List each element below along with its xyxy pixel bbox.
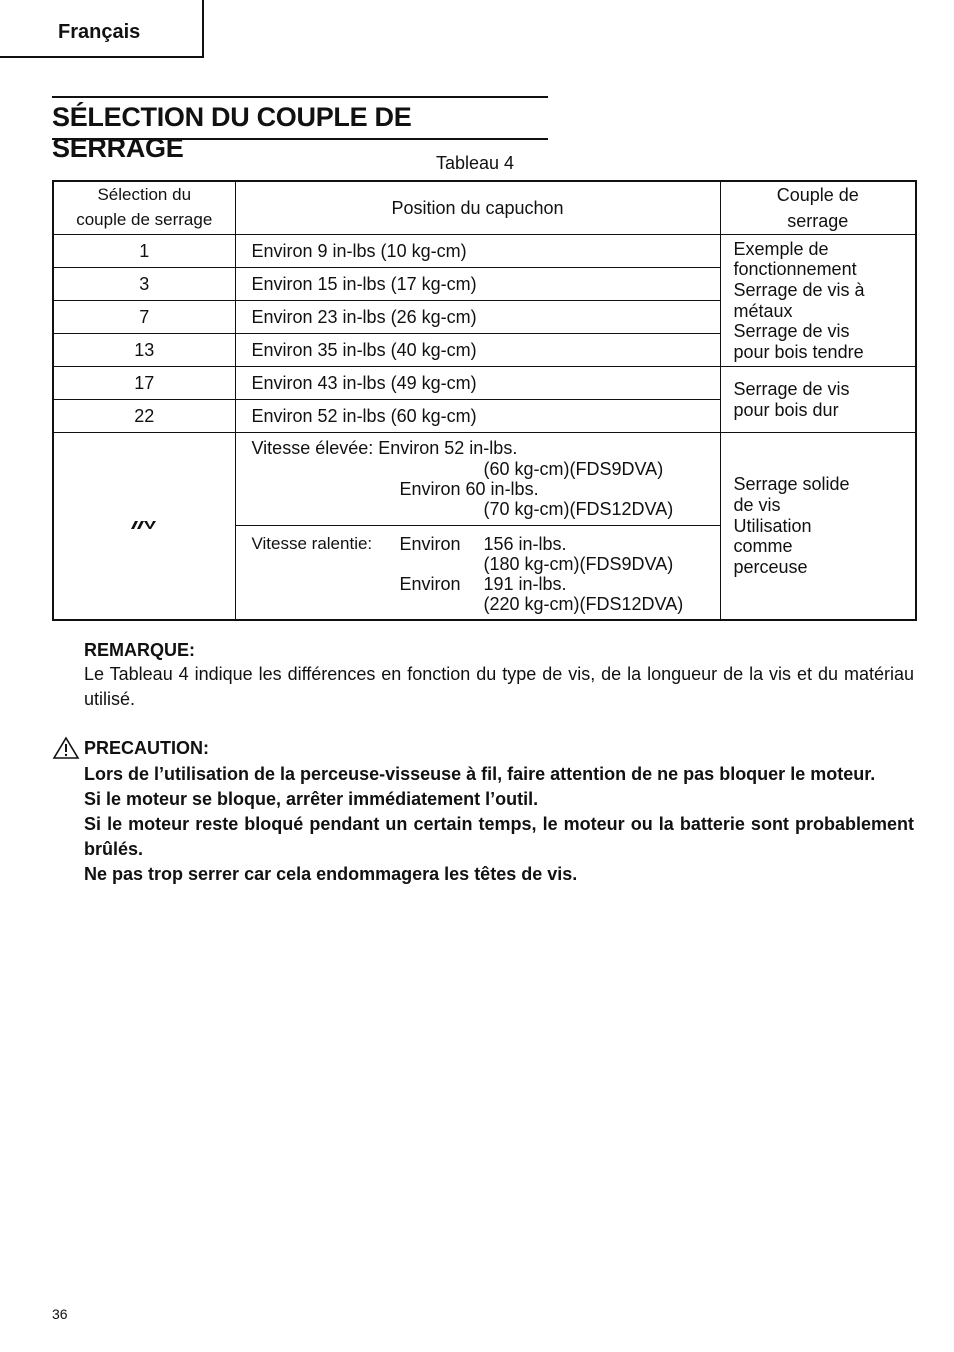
caution-line: Ne pas trop serrer car cela endommagera les têtes de vis. [84, 864, 578, 884]
note-heading: REMARQUE: [84, 640, 195, 660]
torque-cell: Environ 52 in-lbs (60 kg-cm) [235, 400, 720, 433]
header-selection-line1: Sélection du [97, 185, 192, 205]
use-line: pour bois tendre [733, 342, 864, 363]
table-row [53, 367, 916, 400]
low-speed-environ2: Environ [399, 574, 461, 595]
header-selection [53, 181, 235, 235]
use-line: métaux [733, 300, 793, 321]
low-speed-value1: 156 in-lbs. [483, 534, 567, 555]
setting-cell: 22 [53, 400, 235, 433]
setting-cell: 1 [53, 235, 235, 268]
use-line: fonctionnement [733, 259, 857, 280]
high-speed-cell [235, 433, 720, 526]
use-line: Serrage de vis [733, 321, 850, 342]
high-speed-line4: (70 kg-cm)(FDS12DVA) [483, 499, 674, 520]
torque-cell: Environ 43 in-lbs (49 kg-cm) [235, 367, 720, 400]
torque-table [52, 180, 917, 621]
high-speed-line3: Environ 60 in-lbs. [399, 479, 539, 500]
low-speed-cell [235, 526, 720, 620]
use-soft-cell [720, 235, 916, 367]
caution-line: Lors de l’utilisation de la perceuse-visseuse à fil, faire attention de ne pas bloquer le moteur. [84, 764, 876, 784]
caution-line: Si le moteur se bloque, arrêter immédiatement l’outil. [84, 789, 539, 809]
caution-line: Si le moteur reste bloqué pendant un certain temps, le moteur ou la batterie sont probablement brûlés. [84, 814, 914, 859]
use-drill-cell [720, 433, 916, 620]
table-caption: Tableau 4 [436, 153, 515, 173]
table-row [53, 235, 916, 268]
use-line: Exemple de [733, 238, 829, 259]
header-use [720, 181, 916, 235]
drill-mode-icon [129, 519, 159, 531]
drill-setting-cell [53, 433, 235, 620]
language-label: Français [58, 21, 141, 43]
language-tab [0, 0, 204, 58]
use-line: Serrage de vis [733, 379, 850, 399]
torque-cell: Environ 35 in-lbs (40 kg-cm) [235, 334, 720, 367]
section-title: SÉLECTION DU COUPLE DE SERRAGE [52, 102, 412, 163]
header-position: Position du capuchon [235, 181, 720, 235]
setting-cell: 17 [53, 367, 235, 400]
note-body: Le Tableau 4 indique les différences en fonction du type de vis, de la longueur de la vis et du matériau utilisé. [84, 664, 914, 709]
use-line: perceuse [733, 556, 808, 577]
use-line: Utilisation [733, 515, 812, 536]
low-speed-environ1: Environ [399, 534, 461, 555]
torque-cell: Environ 23 in-lbs (26 kg-cm) [235, 301, 720, 334]
table-header-row [53, 181, 916, 235]
table-row-drill-high [53, 433, 916, 526]
low-speed-value2: 191 in-lbs. [483, 574, 567, 595]
caution-heading-row [52, 736, 209, 760]
low-speed-line4: (220 kg-cm)(FDS12DVA) [483, 594, 684, 615]
use-line: comme [733, 536, 793, 557]
caution-heading: PRECAUTION: [84, 737, 209, 758]
header-use-line2: serrage [787, 211, 849, 232]
caution-body [84, 762, 914, 887]
setting-cell: 7 [53, 301, 235, 334]
use-hard-cell [720, 367, 916, 433]
use-line: Serrage solide [733, 474, 850, 495]
use-line: pour bois dur [733, 399, 839, 420]
torque-cell: Environ 9 in-lbs (10 kg-cm) [235, 235, 720, 268]
high-speed-line1: Vitesse élevée: Environ 52 in-lbs. [251, 438, 518, 459]
warning-triangle-icon [52, 736, 80, 760]
header-selection-line2: couple de serrage [76, 210, 213, 230]
low-speed-line2: (180 kg-cm)(FDS9DVA) [483, 554, 674, 575]
use-line: de vis [733, 494, 781, 515]
use-line: Serrage de vis à [733, 280, 865, 300]
setting-cell: 3 [53, 268, 235, 301]
setting-cell: 13 [53, 334, 235, 367]
header-use-line1: Couple de [776, 185, 859, 205]
high-speed-line2: (60 kg-cm)(FDS9DVA) [483, 459, 664, 480]
torque-cell: Environ 15 in-lbs (17 kg-cm) [235, 268, 720, 301]
low-speed-label: Vitesse ralentie: [251, 534, 373, 554]
page-number: 36 [52, 1306, 68, 1322]
